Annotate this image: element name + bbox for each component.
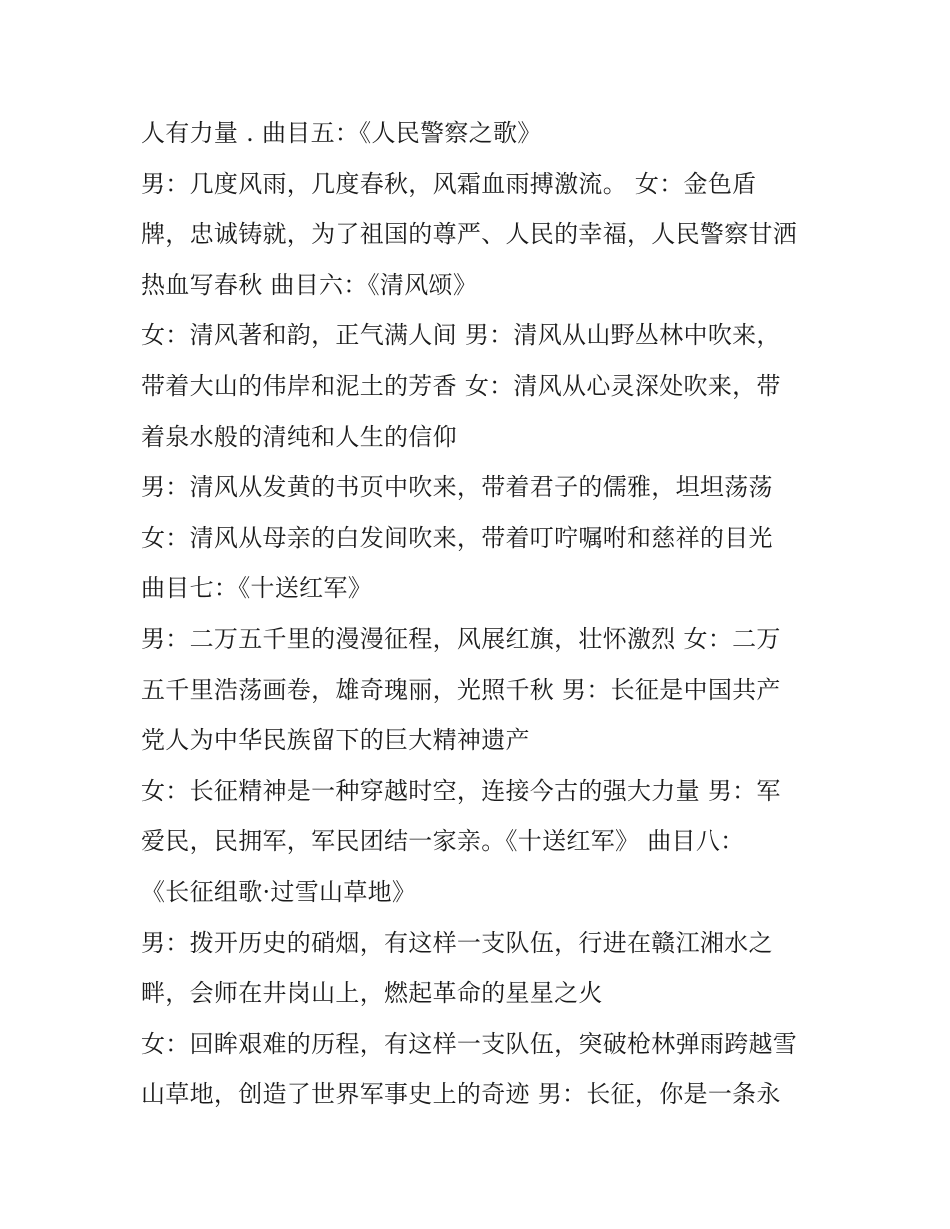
- text-line: 男：清风从发黄的书页中吹来，带着君子的儒雅，坦坦荡荡: [141, 473, 773, 502]
- text-line: 男：几度风雨，几度春秋，风霜血雨搏激流。 女：金色盾: [141, 169, 757, 198]
- text-line: 带着大山的伟岸和泥土的芳香 女：清风从心灵深处吹来，带: [141, 371, 781, 400]
- text-line: 五千里浩荡画卷，雄奇瑰丽，光照千秋 男：长征是中国共产: [141, 675, 781, 704]
- text-line: 女：清风著和韵，正气满人间 男：清风从山野丛林中吹来，: [141, 321, 781, 350]
- text-line: 爱民，民拥军，军民团结一家亲。《十送红军》 曲目八：: [141, 827, 745, 856]
- text-line: 热血写春秋 曲目六：《清风颂》: [141, 270, 478, 299]
- text-line: 着泉水般的清纯和人生的信仰: [141, 422, 457, 451]
- text-line: 《长征组歌·过雪山草地》: [141, 877, 417, 906]
- text-line: 男：拨开历史的硝烟，有这样一支队伍，行进在赣江湘水之: [141, 928, 773, 957]
- text-line: 女：长征精神是一种穿越时空，连接今古的强大力量 男：军: [141, 776, 781, 805]
- text-line: 女：清风从母亲的白发间吹来，带着叮咛嘱咐和慈祥的目光: [141, 523, 773, 552]
- document-body: [141, 108, 831, 1120]
- text-line: 女：回眸艰难的历程，有这样一支队伍，突破枪林弹雨跨越雪: [141, 1029, 798, 1058]
- text-line: 山草地，创造了世界军事史上的奇迹 男：长征，你是一条永: [141, 1080, 781, 1109]
- text-line: 人有力量 . 曲目五：《人民警察之歌》: [141, 119, 542, 147]
- text-line: 畔，会师在井岗山上，燃起革命的星星之火: [141, 979, 603, 1008]
- text-line: 曲目七：《十送红军》: [141, 574, 372, 603]
- text-line: 牌，忠诚铸就，为了祖国的尊严、人民的幸福，人民警察甘洒: [141, 220, 798, 249]
- text-line: 党人为中华民族留下的巨大精神遗产: [141, 726, 530, 755]
- text-line: 男：二万五千里的漫漫征程，风展红旗，壮怀激烈 女：二万: [141, 624, 781, 653]
